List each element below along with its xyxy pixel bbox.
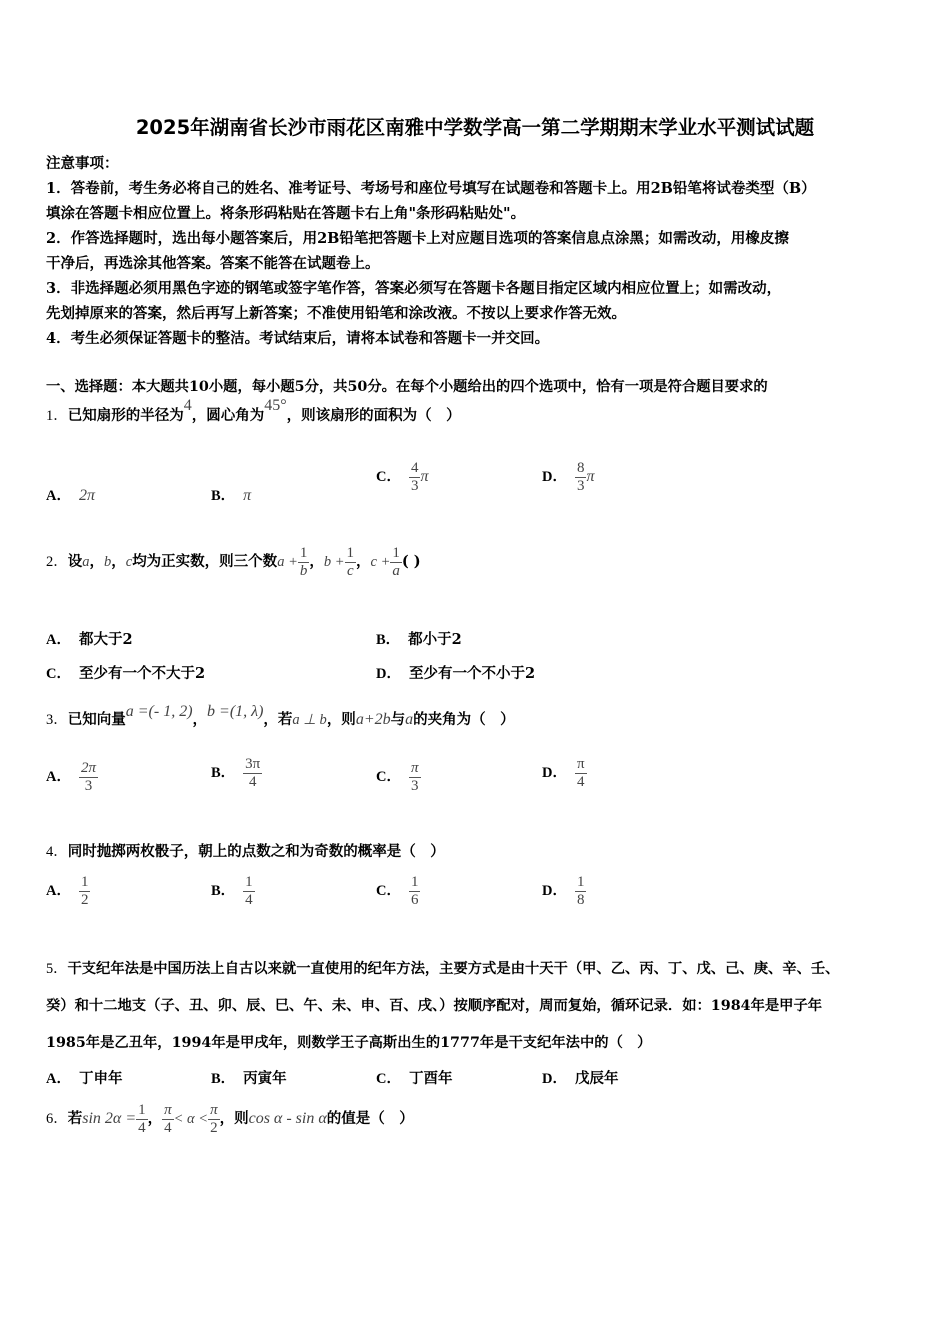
option-label: B． — [211, 488, 236, 504]
math-vector-b: b =(1, λ) — [207, 703, 264, 720]
option-text: 丙寅年 — [243, 1070, 287, 1087]
math-condition: a ⊥ b — [292, 712, 327, 728]
notice-line: 1．答卷前，考生务必将自己的姓名、准考证号、考场号和座位号填写在试题卷和答题卡上。用2B铅笔将试卷类型（B） — [46, 180, 816, 197]
question-text: 设 — [67, 553, 83, 570]
option-label: B． — [211, 1071, 236, 1087]
option-label: B． — [211, 883, 236, 899]
notice-heading: 注意事项： — [46, 155, 119, 172]
option-b[interactable] — [211, 1067, 287, 1088]
notice-line: 填涂在答题卡相应位置上。将条形码粘贴在答题卡右上角"条形码粘贴处"。 — [46, 205, 526, 222]
question-text: 干支纪年法是中国历法上自古以来就一直使用的纪年方法，主要方式是由十天干（甲、乙、丙、丁、戊、己、庚、辛、壬、 — [67, 961, 840, 977]
option-label: C． — [376, 1071, 401, 1087]
math-fraction: $\frac{1}{c}$ — [346, 545, 355, 579]
question-text: 的夹角为（ ） — [413, 711, 515, 728]
question-6: 6．若sin 2α = $\frac{1}{4}$ ， $\frac{\pi}{4}$ < α < $\frac{\pi}{2}$ ，则cos α - sin α的值是（ ） — [46, 1102, 414, 1136]
notice-line: 2．作答选择题时，选出每小题答案后，用2B铅笔把答题卡上对应题目选项的答案信息点涂黑；如需改动，用橡皮擦 — [46, 230, 789, 247]
option-label: C． — [46, 666, 71, 682]
math-expr: < α < — [173, 1111, 209, 1127]
question-number: 4． — [46, 844, 68, 860]
option-b[interactable] — [376, 628, 462, 649]
math-vector-a: a =(- 1, 2) — [125, 703, 193, 720]
option-fraction: $\frac{2\pi}{3}$ — [80, 760, 96, 794]
option-label: A． — [46, 488, 71, 504]
math-fraction: $\frac{\pi}{4}$ — [164, 1102, 172, 1136]
question-1 — [46, 397, 461, 425]
option-label: B． — [376, 632, 401, 648]
option-label: D． — [542, 883, 567, 899]
question-number: 2． — [46, 554, 68, 570]
question-5 — [46, 958, 839, 978]
pi-symbol: π — [420, 468, 429, 485]
option-label: D． — [542, 765, 567, 781]
option-fraction: $\frac{1}{2}$ — [80, 874, 89, 908]
option-math: π — [243, 487, 252, 504]
question-text: 癸）和十二地支（子、丑、卯、辰、巳、午、未、申、百、戌、）按顺序配对，周而复始，循环记录．如：1984年是甲子年 — [46, 998, 823, 1014]
option-a[interactable] — [46, 760, 98, 794]
question-text: 的值是（ ） — [326, 1110, 414, 1127]
option-math: 2π — [78, 487, 95, 504]
question-4 — [46, 840, 445, 861]
question-3: 3．已知向量a =(- 1, 2)，b =(1, λ)，若a ⊥ b，则a+2b与a的夹角为（ ） — [46, 703, 515, 728]
question-text: 已知扇形的半径为 — [67, 407, 184, 424]
option-label: A． — [46, 632, 71, 648]
option-label: A． — [46, 1071, 71, 1087]
option-fraction: $\frac{3\pi}{4}$ — [245, 756, 261, 790]
option-label: B． — [211, 765, 236, 781]
question-number: 6． — [46, 1111, 68, 1127]
option-text: 都小于2 — [408, 631, 462, 648]
math-var: b — [104, 554, 112, 570]
math-expr: b + — [323, 554, 345, 570]
math-radius: 4 — [183, 397, 192, 414]
math-expr: a+2b — [355, 711, 391, 728]
question-text: ，则 — [219, 1110, 249, 1127]
question-text: ( ) — [401, 553, 421, 570]
question-number: 5． — [46, 961, 68, 977]
option-a[interactable] — [46, 874, 90, 908]
option-text: 丁酉年 — [408, 1070, 453, 1087]
section-heading: 一、选择题：本大题共10小题，每小题5分，共50分。在每个小题给出的四个选项中，恰有一项是符合题目要求的 — [46, 379, 768, 395]
question-text: ，圆心角为 — [191, 407, 265, 424]
math-var: a — [405, 711, 414, 728]
notice-line: 4．考生必须保证答题卡的整洁。考试结束后，请将本试卷和答题卡一并交回。 — [46, 330, 550, 347]
question-2: 2．设a，b，c均为正实数，则三个数a + $\frac{1}{b}$ ，b + $\frac{1}{c}$ ，c + $\frac{1}{a}$ ( ) — [46, 545, 421, 579]
option-c[interactable] — [376, 874, 420, 908]
option-label: D． — [376, 666, 401, 682]
option-d[interactable] — [376, 662, 535, 683]
option-text: 丁申年 — [78, 1070, 123, 1087]
option-fraction: $\frac{1}{6}$ — [410, 874, 419, 908]
page-title: 2025年湖南省长沙市雨花区南雅中学数学高一第二学期期末学业水平测试试题 — [135, 116, 815, 139]
option-text: 至少有一个不小于2 — [408, 665, 536, 682]
option-d[interactable] — [542, 1067, 618, 1088]
math-var: c — [125, 554, 133, 570]
option-d[interactable] — [542, 460, 595, 494]
option-label: C． — [376, 883, 401, 899]
option-c[interactable] — [376, 1067, 452, 1088]
notice-line: 3．非选择题必须用黑色字迹的钢笔或签字笔作答，答案必须写在答题卡各题目指定区域内相应位置上；如需改动， — [46, 280, 782, 297]
question-text: 已知向量 — [67, 711, 126, 728]
math-fraction: $\frac{1}{b}$ — [299, 545, 308, 579]
notice-line: 干净后，再选涂其他答案。答案不能答在试题卷上。 — [46, 255, 380, 272]
math-fraction: $\frac{1}{a}$ — [392, 545, 400, 579]
question-text: 均为正实数，则三个数 — [132, 553, 278, 570]
notice-line: 先划掉原来的答案，然后再写上新答案；不准使用铅笔和涂改液。不按以上要求作答无效。 — [46, 305, 626, 322]
option-a[interactable] — [46, 628, 133, 649]
option-d[interactable] — [542, 756, 587, 790]
option-a[interactable] — [46, 484, 95, 505]
option-label: D． — [542, 1071, 567, 1087]
question-text: ，则该扇形的面积为（ ） — [286, 407, 461, 424]
option-d[interactable] — [542, 874, 586, 908]
option-c[interactable] — [376, 760, 421, 794]
question-number: 3． — [46, 712, 68, 728]
option-fraction: $\frac{1}{4}$ — [245, 874, 253, 908]
math-expr: c + — [370, 554, 391, 570]
option-label: A． — [46, 883, 71, 899]
option-label: A． — [46, 769, 71, 785]
option-fraction: $\frac{4}{3}$ — [410, 460, 419, 494]
question-number: 1． — [46, 408, 68, 424]
option-fraction: $\frac{\pi}{4}$ — [576, 756, 585, 790]
math-var: a — [82, 554, 90, 570]
question-text: ，若 — [263, 711, 293, 728]
question-text: 1985年是乙丑年，1994年是甲戌年，则数学王子高斯出生的1777年是干支纪年法中的（ ） — [46, 1035, 652, 1051]
option-label: C． — [376, 469, 401, 485]
option-b[interactable] — [211, 484, 251, 505]
option-text: 至少有一个不大于2 — [78, 665, 206, 682]
option-fraction: $\frac{8}{3}$ — [576, 460, 585, 494]
question-text: 若 — [67, 1110, 83, 1127]
math-angle: 45° — [264, 397, 287, 414]
option-label: C． — [376, 769, 401, 785]
math-expr: cos α - sin α — [248, 1110, 327, 1127]
question-text: 与 — [390, 711, 406, 728]
math-fraction: $\frac{1}{4}$ — [138, 1102, 146, 1136]
pi-symbol: π — [586, 468, 595, 485]
option-text: 都大于2 — [78, 631, 133, 648]
option-a[interactable] — [46, 1067, 122, 1088]
math-fraction: $\frac{\pi}{2}$ — [210, 1102, 218, 1136]
option-b[interactable] — [211, 756, 262, 790]
question-text: 同时抛掷两枚骰子，朝上的点数之和为奇数的概率是（ ） — [67, 843, 445, 860]
option-c[interactable] — [46, 662, 205, 683]
option-c[interactable] — [376, 460, 429, 494]
option-fraction: $\frac{\pi}{3}$ — [410, 760, 419, 794]
option-text: 戊辰年 — [574, 1070, 619, 1087]
question-text: ，则 — [326, 711, 356, 728]
option-fraction: $\frac{1}{8}$ — [576, 874, 585, 908]
math-expr: a + — [277, 554, 298, 570]
math-expr: sin 2α = — [82, 1110, 137, 1127]
option-label: D． — [542, 469, 567, 485]
option-b[interactable] — [211, 874, 255, 908]
